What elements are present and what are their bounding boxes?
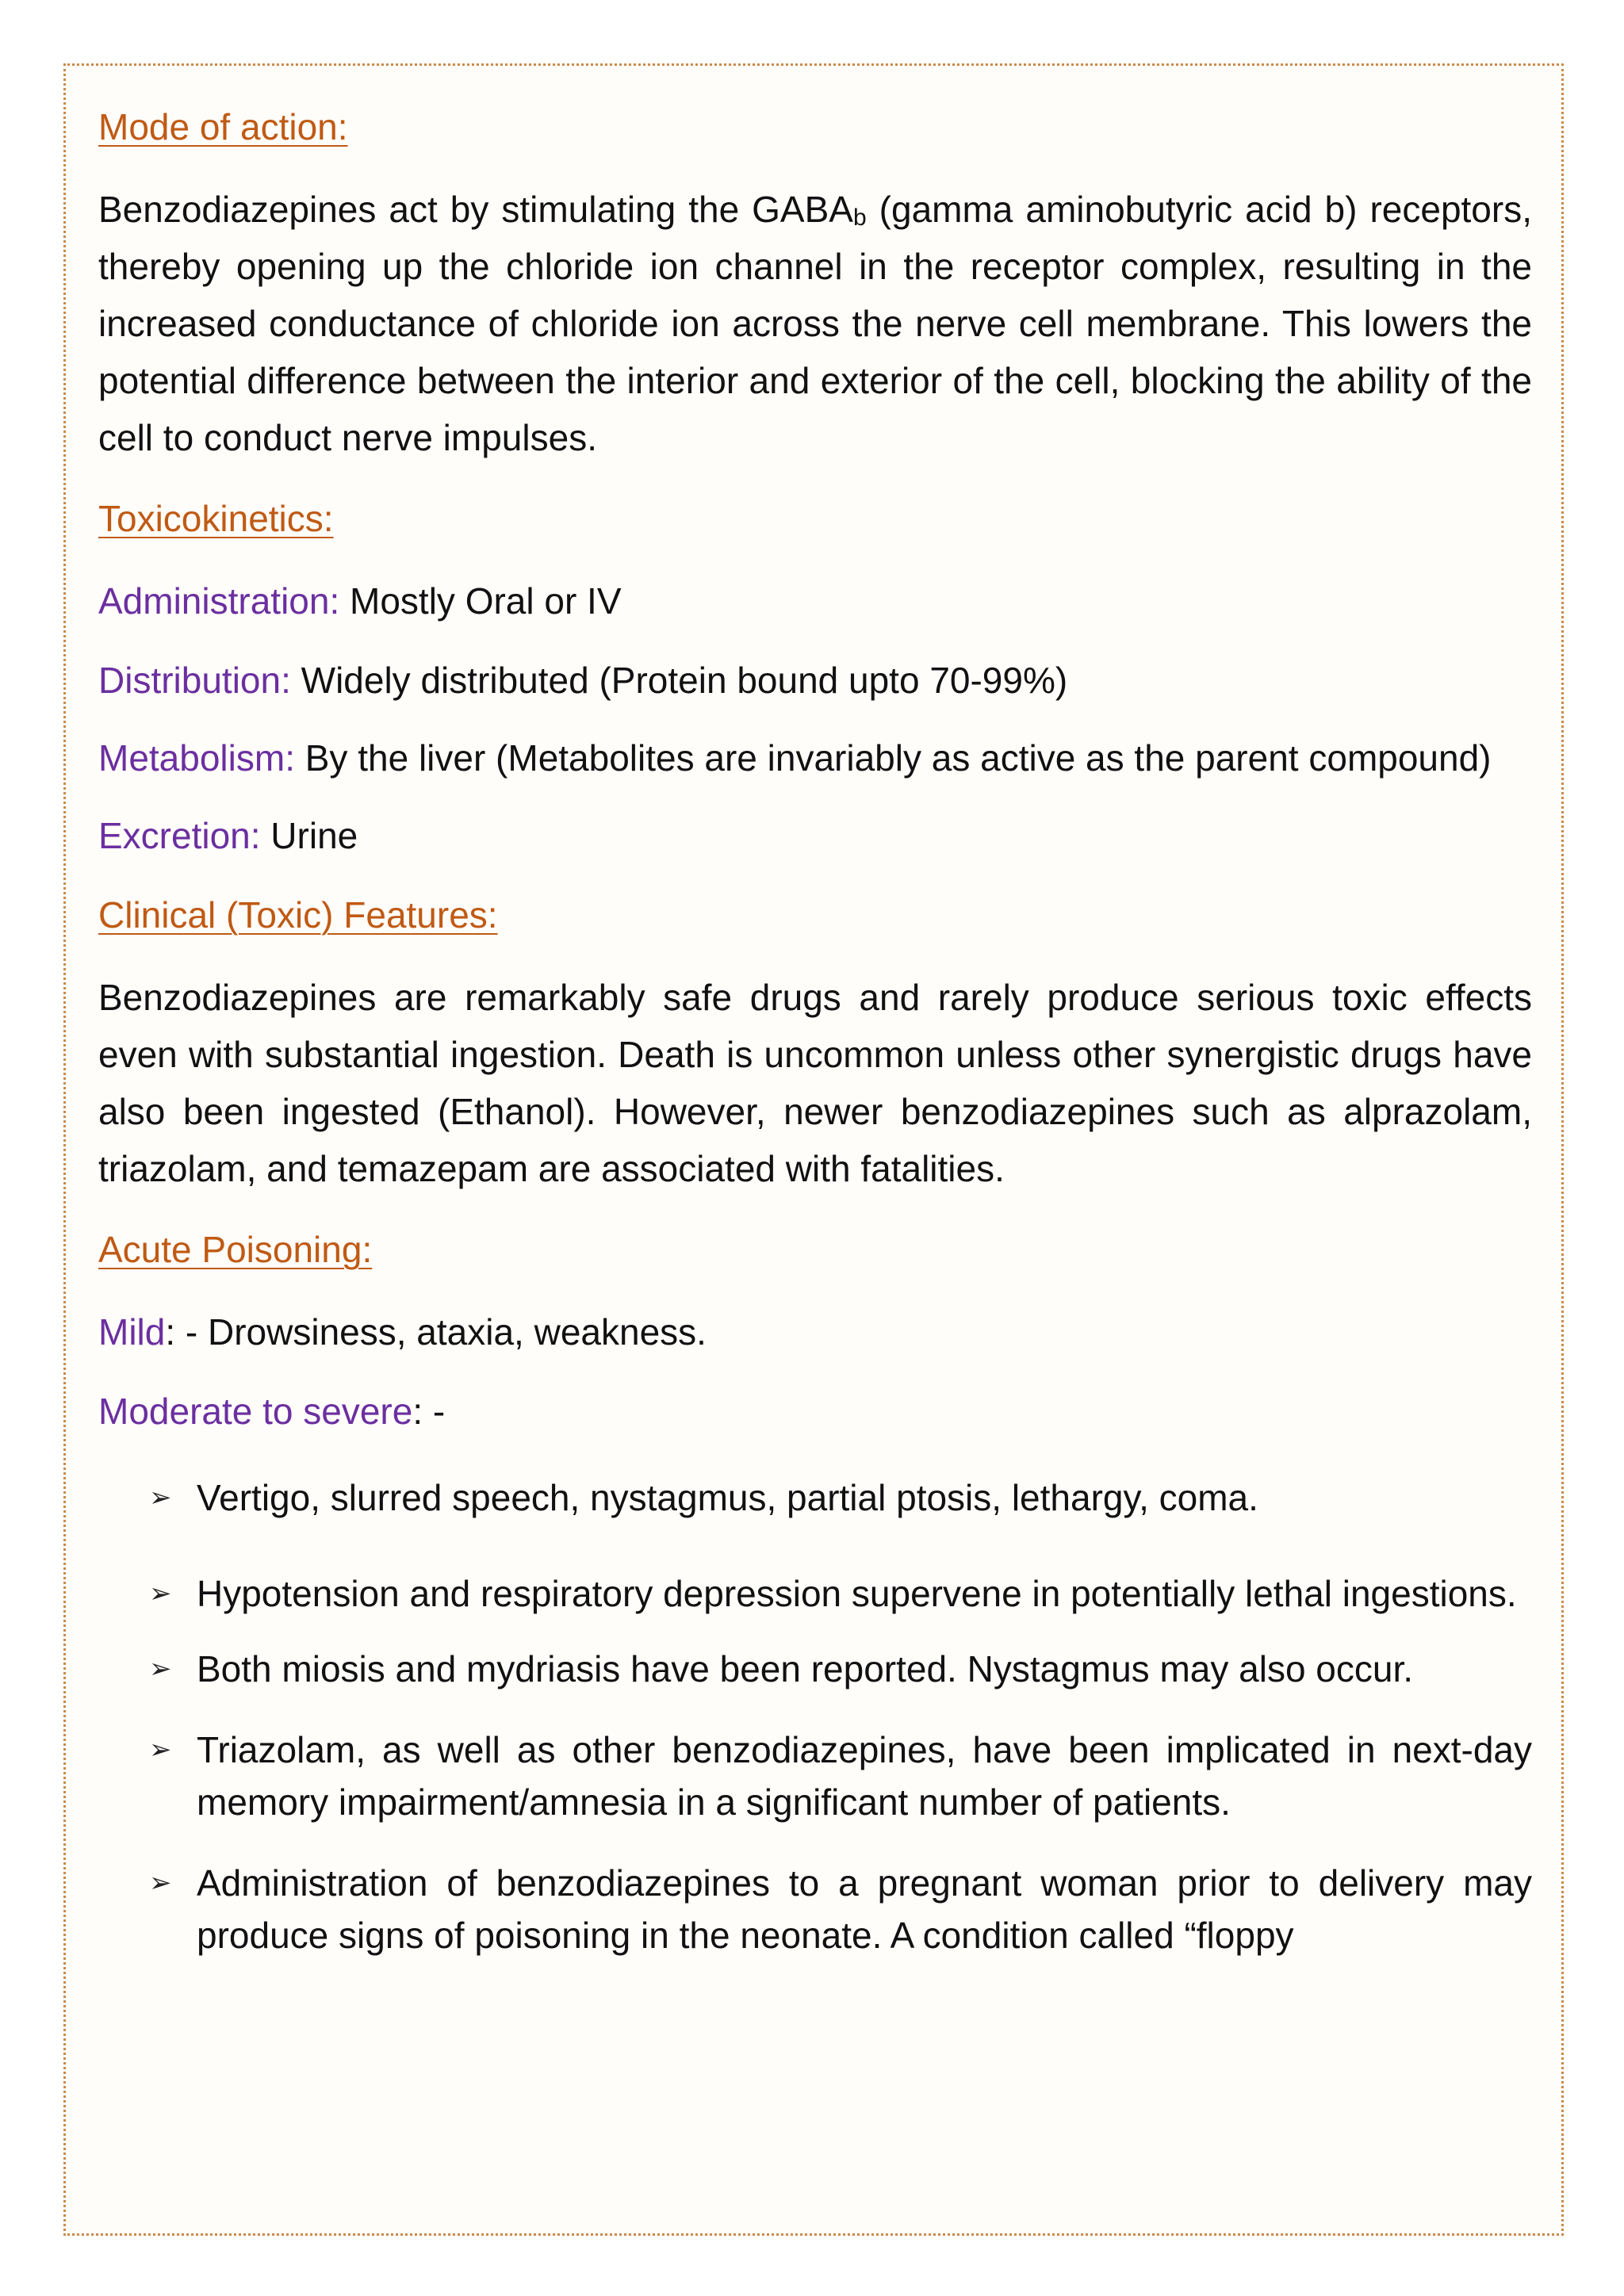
- mild-label: Mild: [98, 1311, 166, 1353]
- clinical-features-heading: Clinical (Toxic) Features:: [98, 894, 498, 936]
- excretion-label: Excretion:: [98, 815, 261, 856]
- list-item: [98, 1643, 1532, 1695]
- distribution-row: [98, 652, 1532, 709]
- moderate-label: Moderate to severe: [98, 1391, 413, 1432]
- list-item-text: Vertigo, slurred speech, nystagmus, partial ptosis, lethargy, coma.: [197, 1477, 1258, 1518]
- toxicokinetics-heading: Toxicokinetics:: [98, 498, 334, 539]
- mode-of-action-text-end: (gamma aminobutyric acid b) receptors, thereby opening up the chloride ion channel in the receptor complex, resulting in the increased conductance of chloride ion across the nerve cell membrane. This lowers the potential difference between the interior and exterior of the cell, blocking the ability of the cell to conduct nerve impulses.: [98, 189, 1532, 458]
- list-item-text: Hypotension and respiratory depression supervene in potentially lethal ingestions.: [197, 1573, 1517, 1614]
- acute-poisoning-heading: Acute Poisoning:: [98, 1229, 373, 1270]
- bullet-arrow-icon: ➢: [149, 1654, 172, 1684]
- list-item-text: Administration of benzodiazepines to a pregnant woman prior to delivery may produce signs of poisoning in the neonate. A condition called “floppy: [197, 1862, 1532, 1956]
- excretion-value: Urine: [260, 815, 358, 856]
- metabolism-label: Metabolism:: [98, 737, 295, 779]
- distribution-value: Widely distributed (Protein bound upto 70-99%): [290, 660, 1068, 701]
- clinical-features-paragraph: Benzodiazepines are remarkably safe drugs and rarely produce serious toxic effects even with substantial ingestion. Death is uncommon unless other synergistic drugs have also been ingested (Ethanol). However, newer benzodiazepines such as alprazolam, triazolam, and temazepam are associated with fatalities.: [98, 977, 1532, 1189]
- moderate-value: : -: [412, 1391, 446, 1432]
- mild-row: [98, 1303, 1532, 1360]
- mode-of-action-text-start: Benzodiazepines act by stimulating the GABA: [98, 189, 853, 230]
- bullet-arrow-icon: ➢: [149, 1868, 172, 1898]
- mode-of-action-paragraph: [98, 181, 1532, 466]
- document-body: [98, 98, 1532, 1990]
- list-item-text: Both miosis and mydriasis have been reported. Nystagmus may also occur.: [197, 1648, 1414, 1689]
- metabolism-row: [98, 731, 1532, 785]
- list-item: [98, 1552, 1532, 1635]
- bullet-arrow-icon: ➢: [149, 1578, 172, 1609]
- bullet-arrow-icon: ➢: [149, 1735, 172, 1765]
- administration-label: Administration:: [98, 580, 340, 622]
- mild-value: : - Drowsiness, ataxia, weakness.: [165, 1311, 707, 1353]
- symptom-list: [98, 1471, 1532, 1961]
- distribution-label: Distribution:: [98, 660, 291, 701]
- gaba-subscript: b: [852, 205, 867, 231]
- administration-value: Mostly Oral or IV: [339, 580, 622, 622]
- bullet-arrow-icon: ➢: [149, 1483, 172, 1513]
- list-item-text: Triazolam, as well as other benzodiazepines, have been implicated in next-day memory impairment/amnesia in a significant number of patients.: [197, 1729, 1532, 1823]
- mode-of-action-heading: Mode of action:: [98, 106, 348, 147]
- moderate-row: [98, 1383, 1532, 1440]
- list-item: [98, 1857, 1532, 1961]
- list-item: [98, 1724, 1532, 1828]
- administration-row: [98, 572, 1532, 629]
- excretion-row: [98, 807, 1532, 864]
- list-item: [98, 1471, 1532, 1524]
- metabolism-value: By the liver (Metabolites are invariably as active as the parent compound): [294, 737, 1492, 779]
